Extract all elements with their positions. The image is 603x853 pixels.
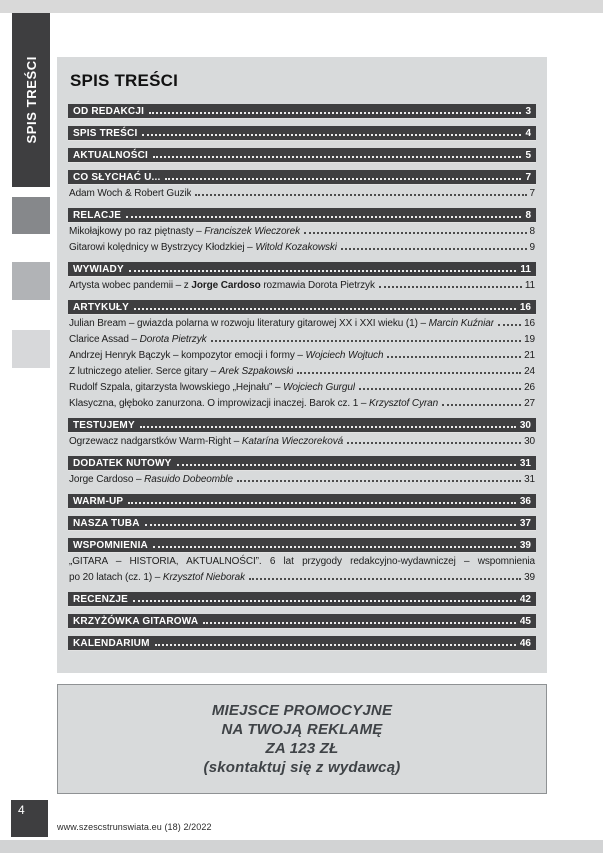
toc-entry xyxy=(68,473,536,487)
toc-entry-segment: Ogrzewacz nadgarstków Warm-Right – xyxy=(69,436,242,447)
toc-section xyxy=(68,104,536,119)
toc-entry-segment: Krzysztof Cyran xyxy=(369,398,439,409)
dotted-leader xyxy=(341,241,527,250)
toc-section-page: 46 xyxy=(519,638,531,649)
toc-entry-page: 27 xyxy=(524,398,535,409)
toc-section-bar xyxy=(68,104,536,119)
toc-entry-segment: Wojciech Gurgul xyxy=(283,382,355,393)
toc-section-label: WARM-UP xyxy=(73,496,124,507)
toc-entry-page: 39 xyxy=(524,572,535,583)
dotted-leader xyxy=(379,279,522,288)
toc-section-bar xyxy=(68,636,536,651)
toc-section-label: SPIS TREŚCI xyxy=(73,128,138,139)
promo-line-1: MIEJSCE PROMOCYJNE xyxy=(211,702,393,719)
toc-entry-segment: Dorota Pietrzyk xyxy=(139,334,207,345)
sidebar-square-medium xyxy=(12,262,50,300)
toc-section-page: 31 xyxy=(519,458,531,469)
toc-section-label: OD REDAKCJI xyxy=(73,106,145,117)
toc-entry-text xyxy=(69,435,343,449)
promo-line-3: ZA 123 ZŁ xyxy=(265,740,339,757)
toc-entry xyxy=(68,241,536,255)
toc-section-page: 8 xyxy=(525,210,531,221)
toc-entry-segment: Krzysztof Nieborak xyxy=(162,572,245,583)
toc-entry-page: 11 xyxy=(524,280,535,291)
toc-section-page: 30 xyxy=(519,420,531,431)
toc-entry-text xyxy=(69,225,300,239)
toc-entry-segment: Katarína Wieczoreková xyxy=(241,436,344,447)
toc-section-label: TESTUJEMY xyxy=(73,420,135,431)
toc-section-page: 11 xyxy=(520,264,531,275)
toc-section xyxy=(68,636,536,651)
toc-section-page: 37 xyxy=(519,518,531,529)
toc-entry xyxy=(68,381,536,395)
toc-section-label: AKTUALNOŚCI xyxy=(73,150,148,161)
toc-section xyxy=(68,208,536,255)
toc-entry-text xyxy=(69,279,375,293)
dotted-leader xyxy=(195,187,526,196)
toc-entry-page: 8 xyxy=(529,226,535,237)
toc-section-label: DODATEK NUTOWY xyxy=(73,458,172,469)
toc-section xyxy=(68,170,536,201)
toc-entry xyxy=(68,349,536,363)
toc-section-bar xyxy=(68,592,536,607)
dotted-leader xyxy=(347,435,521,444)
toc-list xyxy=(68,104,536,651)
toc-entry-segment: Mikołajkowy po raz piętnasty – xyxy=(69,226,205,237)
toc-entry-segment: rozmawia Dorota Pietrzyk xyxy=(260,280,375,291)
toc-section-bar xyxy=(68,456,536,471)
promo-box xyxy=(57,684,547,794)
toc-section-page: 7 xyxy=(525,172,531,183)
toc-section-page: 42 xyxy=(519,594,531,605)
toc-section-bar xyxy=(68,262,536,277)
sidebar-tab-label: SPIS TREŚCI xyxy=(23,56,39,144)
toc-entry xyxy=(68,397,536,411)
footer-page-number: 4 xyxy=(11,800,48,837)
toc-section-label: RECENZJE xyxy=(73,594,128,605)
toc-section-label: WYWIADY xyxy=(73,264,124,275)
toc-section xyxy=(68,456,536,487)
toc-entry-page: 16 xyxy=(524,318,535,329)
toc-section-page: 36 xyxy=(519,496,531,507)
toc-section-page: 5 xyxy=(525,150,531,161)
dotted-leader xyxy=(498,317,521,326)
toc-entry-text xyxy=(69,365,293,379)
toc-section xyxy=(68,262,536,293)
promo-line-4: (skontaktuj się z wydawcą) xyxy=(203,759,401,776)
toc-entry-segment: Wojciech Wojtuch xyxy=(305,350,384,361)
toc-entry-segment: Julian Bream – gwiazda polarna w rozwoju literatury gitarowej XX i XXI wieku (1) – xyxy=(69,318,429,329)
promo-line-2: NA TWOJĄ REKLAMĘ xyxy=(221,721,383,738)
toc-section xyxy=(68,614,536,629)
toc-entry-text xyxy=(69,473,233,487)
toc-section xyxy=(68,538,536,585)
toc-entry-segment: Clarice Assad – xyxy=(69,334,140,345)
toc-section-bar xyxy=(68,614,536,629)
dotted-leader xyxy=(155,637,516,646)
toc-section-bar xyxy=(68,516,536,531)
dotted-leader xyxy=(203,615,516,624)
dotted-leader xyxy=(297,365,521,374)
toc-section-page: 45 xyxy=(519,616,531,627)
dotted-leader xyxy=(128,495,516,504)
dotted-leader xyxy=(149,105,521,114)
toc-section-bar xyxy=(68,538,536,553)
toc-section-bar xyxy=(68,418,536,433)
toc-entry-page: 30 xyxy=(524,436,535,447)
toc-section xyxy=(68,126,536,141)
toc-entry xyxy=(68,187,536,201)
page-bottom-edge-strip xyxy=(0,840,603,853)
toc-entry-text xyxy=(69,333,207,347)
dotted-leader xyxy=(249,571,521,580)
toc-entry-segment: Witold Kozakowski xyxy=(255,242,337,253)
toc-entry-text xyxy=(69,317,494,331)
toc-section-bar xyxy=(68,170,536,185)
toc-entry-text xyxy=(69,571,245,585)
toc-section xyxy=(68,592,536,607)
toc-entry xyxy=(68,571,536,585)
dotted-leader xyxy=(387,349,521,358)
toc-entry-segment: Klasyczna, głęboko zanurzona. O improwizacji inaczej. Barok cz. 1 – xyxy=(69,398,370,409)
toc-entry-page: 19 xyxy=(524,334,535,345)
toc-entry-segment: po 20 latach (cz. 1) – xyxy=(69,572,163,583)
page-title: SPIS TREŚCI xyxy=(70,71,179,90)
toc-entry-page: 21 xyxy=(524,350,535,361)
toc-section-label: ARTYKUŁY xyxy=(73,302,130,313)
toc-entry xyxy=(68,435,536,449)
dotted-leader xyxy=(359,381,521,390)
toc-entry-segment: Jorge Cardoso – xyxy=(69,474,145,485)
toc-section-page: 39 xyxy=(519,540,531,551)
toc-entry-page: 24 xyxy=(524,366,535,377)
toc-section-label: RELACJE xyxy=(73,210,122,221)
toc-section-label: KALENDARIUM xyxy=(73,638,150,649)
dotted-leader xyxy=(129,263,517,272)
toc-section-bar xyxy=(68,494,536,509)
toc-entry-text xyxy=(69,187,191,201)
sidebar-section-tab xyxy=(12,13,50,187)
toc-section xyxy=(68,516,536,531)
footer-issue-info: www.szescstrunswiata.eu (18) 2/2022 xyxy=(57,822,212,832)
toc-section-page: 16 xyxy=(519,302,531,313)
dotted-leader xyxy=(165,171,521,180)
toc-section-label: CO SŁYCHAĆ U... xyxy=(73,172,161,183)
toc-content-box xyxy=(57,57,547,673)
toc-entry-segment: Z lutniczego atelier. Serce gitary – xyxy=(69,366,219,377)
dotted-leader xyxy=(142,127,521,136)
toc-entry-text xyxy=(69,349,383,363)
toc-section-bar xyxy=(68,126,536,141)
toc-entry-segment: Marcin Kuźniar xyxy=(428,318,494,329)
dotted-leader xyxy=(304,225,527,234)
dotted-leader xyxy=(134,301,516,310)
toc-entry-segment: Artysta wobec pandemii – z xyxy=(69,280,192,291)
dotted-leader xyxy=(153,149,521,158)
toc-entry-segment: Gitarowi kolędnicy w Bystrzycy Kłodzkiej – xyxy=(69,242,256,253)
toc-entry-page: 7 xyxy=(529,188,535,199)
toc-entry-text xyxy=(69,381,355,395)
toc-entry-segment: Adam Woch & Robert Guzik xyxy=(69,188,192,199)
toc-section xyxy=(68,148,536,163)
dotted-leader xyxy=(126,209,521,218)
toc-entry-segment: Arek Szpakowski xyxy=(218,366,294,377)
page-top-edge-strip xyxy=(0,0,603,13)
toc-section-bar xyxy=(68,300,536,315)
toc-section-page: 3 xyxy=(525,106,531,117)
toc-entry-segment: Andrzej Henryk Bączyk – kompozytor emocji i formy – xyxy=(69,350,306,361)
toc-entry xyxy=(68,225,536,239)
toc-section-page: 4 xyxy=(525,128,531,139)
dotted-leader xyxy=(211,333,522,342)
dotted-leader xyxy=(140,419,516,428)
dotted-leader xyxy=(177,457,516,466)
toc-entry-segment: Rudolf Szpala, gitarzysta lwowskiego „Hejnału” – xyxy=(69,382,284,393)
toc-section-label: KRZYŻÓWKA GITAROWA xyxy=(73,616,199,627)
toc-entry xyxy=(68,333,536,347)
toc-entry-text xyxy=(69,397,438,411)
toc-section xyxy=(68,300,536,411)
sidebar-square-dark xyxy=(12,197,50,234)
toc-entry xyxy=(68,317,536,331)
sidebar-square-light xyxy=(12,330,50,368)
toc-entry-page: 26 xyxy=(524,382,535,393)
toc-section-label: NASZA TUBA xyxy=(73,518,140,529)
dotted-leader xyxy=(237,473,521,482)
dotted-leader xyxy=(133,593,516,602)
dotted-leader xyxy=(145,517,516,526)
toc-entry xyxy=(68,279,536,293)
toc-entry-segment: Jorge Cardoso xyxy=(191,280,261,291)
toc-entry-segment: Rasuido Dobeomble xyxy=(144,474,234,485)
toc-section xyxy=(68,494,536,509)
dotted-leader xyxy=(153,539,516,548)
dotted-leader xyxy=(442,397,521,406)
toc-entry-segment: Franciszek Wieczorek xyxy=(204,226,301,237)
toc-entry xyxy=(68,365,536,379)
toc-section-label: WSPOMNIENIA xyxy=(73,540,148,551)
toc-section xyxy=(68,418,536,449)
toc-section-bar xyxy=(68,208,536,223)
toc-section-bar xyxy=(68,148,536,163)
toc-entry-page: 9 xyxy=(529,242,535,253)
toc-entry-text xyxy=(69,241,337,255)
toc-entry-page: 31 xyxy=(524,474,535,485)
toc-entry-wrapped-line: „GITARA – HISTORIA, AKTUALNOŚCI”. 6 lat przygody redakcyjno-wydawniczej – wspomnienia xyxy=(69,556,535,567)
